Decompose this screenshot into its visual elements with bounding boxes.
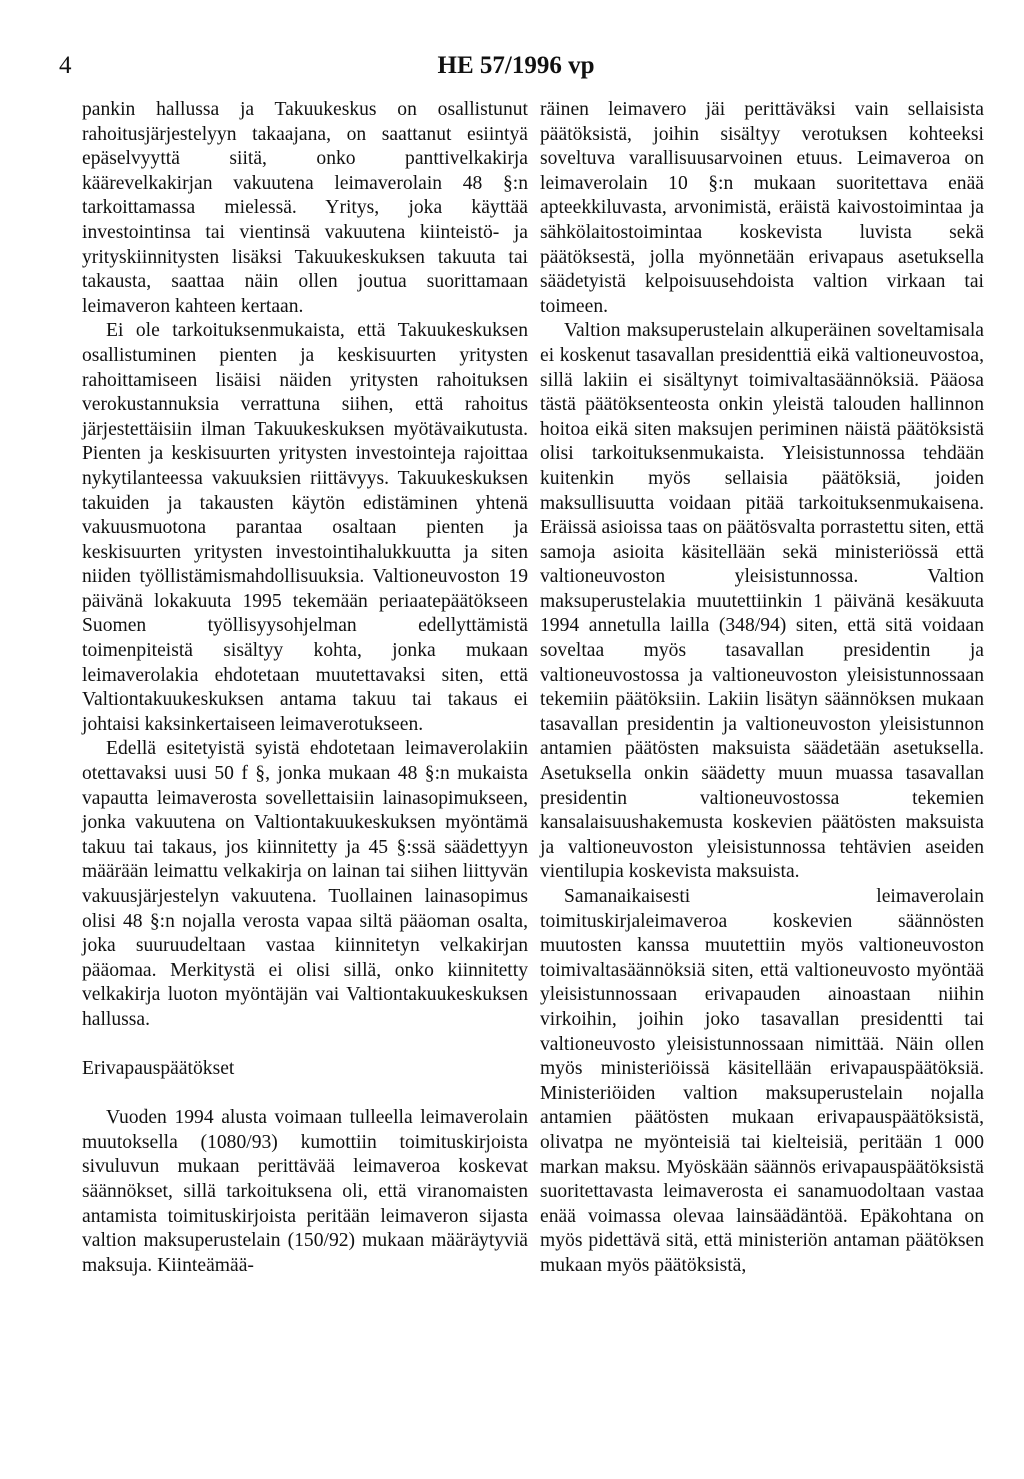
left-column: [82, 98, 528, 1278]
running-head: HE 57/1996 vp: [437, 52, 595, 79]
paragraph: Edellä esitetyistä syistä ehdotetaan leimaverolakiin otettavaksi uusi 50 f §, jonka mukaan 48 §:n mukaista vapautta leimaverosta sovellettaisiin lainasopimukseen, jonka vakuutena on Valtiontakuukeskuksen myöntämä takuu tai takaus, jos kiinnitetty ja 45 §:ssä säädettyyn määrään leimattu velkakirja on lainan tai siihen liittyvän vakuusjärjestelyn vakuutena. Tuollainen lainasopimus olisi 48 §:n nojalla verosta vapaa siltä pääoman osalta, joka suuruudeltaan vastaa kiinnitetyn velkakirjan pääomaa. Merkitystä ei olisi sillä, onko kiinnitetty velkakirja luoton myöntäjän vai Valtiontakuukeskuksen hallussa.: [82, 738, 528, 1030]
paragraph: Vuoden 1994 alusta voimaan tulleella leimaverolain muutoksella (1080/93) kumottiin toimituskirjoista sivuluvun mukaan perittävää leimaveroa koskevat säännökset, sillä tarkoituksena oli, että viranomaisten antamista toimituskirjoista peritään leimaveron sijasta valtion maksuperustelain (150/92) mukaan määräytyviä maksuja. Kiinteämää-: [82, 1107, 528, 1276]
page-number: 4: [59, 52, 72, 79]
right-column: [540, 98, 984, 1279]
paragraph: Valtion maksuperustelain alkuperäinen soveltamisala ei koskenut tasavallan presidenttiä eikä valtioneuvostoa, sillä lakiin ei sisältynyt toimivaltasäännöksiä. Pääosa tästä päätöksenteosta onkin yleistä talouden hallinnon hoitoa eikä siten maksujen periminen näistä päätöksistä olisi tarkoituksenmukaista. Yleisistunnossa tehdään kuitenkin myös sellaisia päätöksiä, joiden maksullisuutta voidaan pitää tarkoituksenmukaisena. Eräissä asioissa taas on päätösvalta porrastettu siten, että samoja asioita käsitellään sekä ministeriössä että valtioneuvoston yleisistunnossa. Valtion maksuperustelakia muutettiinkin 1 päivänä kesäkuuta 1994 annetulla lailla (348/94) siten, että sitä voidaan soveltaa myös tasavallan presidentin ja valtioneuvostossa ja valtioneuvoston yleisistunnossaan tekemiin päätöksiin. Lakiin lisätyn säännöksen mukaan tasavallan presidentin ja valtioneuvoston yleisistunnon antamien päätösten maksuista säädetään asetuksella. Asetuksella onkin säädetty muun muassa tasavallan presidentin valtioneuvostossa tekemien kansalaisuushakemusta koskevien päätösten maksuista ja valtioneuvoston yleisistunnossa tehtävien aseiden vientilupia koskevista maksuista.: [540, 320, 984, 883]
paragraph: räinen leimavero jäi perittäväksi vain sellaisista päätöksistä, joihin sisältyy verotuksen kohteeksi soveltuva varallisuusarvoinen etuus. Leimaveroa on leimaverolain 10 §:n mukaan suoritettava enää apteekkiluvasta, arvonimistä, eräistä kaivostoimintaa ja sähkölaitostoimintaa koskevista luvista sekä päätöksestä, jolla myönnetään erivapaus asetuksella säädetyistä kelpoisuusehdoista valtion virkaan tai toimeen.: [540, 99, 984, 317]
paragraph: pankin hallussa ja Takuukeskus on osallistunut rahoitusjärjestelyyn takaajana, on saattanut esiintyä epäselvyyttä siitä, onko panttivelkakirja käärevelkakirjan vakuutena leimaverolain 48 §:n tarkoittamassa mielessä. Yritys, joka käyttää investointinsa tai vientinsä vakuutena kiinteistö- ja yrityskiinnitysten lisäksi Takuukeskuksen takuuta tai takausta, saattaa näin ollen joutua suorittamaan leimaveron kahteen kertaan.: [82, 99, 528, 317]
paragraph: Ei ole tarkoituksenmukaista, että Takuukeskuksen osallistuminen pienten ja keskisuurten yritysten rahoittamiseen lisäisi näiden yritysten rahoituksen verokustannuksia verrattuna siihen, että rahoitus järjestettäisiin ilman Takuukeskuksen myötävaikutusta. Pienten ja keskisuurten yritysten investointeja rajoittaa nykytilanteessa vakuuksien riittävyys. Takuukeskuksen takuiden ja takausten käytön edistäminen yhtenä vakuusmuotona parantaa osaltaan pienten ja keskisuurten yritysten investointihalukkuutta ja siten niiden työllistämismahdollisuuksia. Valtioneuvoston 19 päivänä lokakuuta 1995 tekemään periaatepäätökseen Suomen työllisyysohjelman edellyttämistä toimenpiteistä sisältyy kohta, jonka mukaan leimaverolakia ehdotetaan muutettavaksi siten, että Valtiontakuukeskuksen antama takuu tai takaus ei johtaisi kaksinkertaiseen leimaverotukseen.: [82, 320, 528, 735]
section-heading: Erivapauspäätökset: [82, 1057, 235, 1079]
spacer: [82, 1033, 528, 1057]
spacer: [82, 1081, 528, 1106]
paragraph: Samanaikaisesti leimaverolain toimituskirjaleimaveroa koskevien säännösten muutosten kanssa muutettiin myös valtioneuvoston toimivaltasäännöksiä siten, että valtioneuvosto myöntää yleisistunnossaan erivapauden ainoastaan niihin virkoihin, joihin joko tasavallan presidentti tai valtioneuvosto yleisistunnossaan nimittää. Näin ollen myös ministeriöissä käsitellään erivapauspäätöksiä. Ministeriöiden valtion maksuperustelain nojalla antamien päätösten mukaan erivapauspäätöksistä, olivatpa ne myönteisiä tai kielteisiä, peritään 1 000 markan maksu. Myöskään säännös erivapauspäätöksistä suoritettavasta leimaverosta ei sanamuodoltaan vastaa enää voimassa olevaa lainsäädäntöä. Epäkohtana on myös pidettävä sitä, että ministeriön antaman päätöksen mukaan myös päätöksistä,: [540, 886, 984, 1276]
